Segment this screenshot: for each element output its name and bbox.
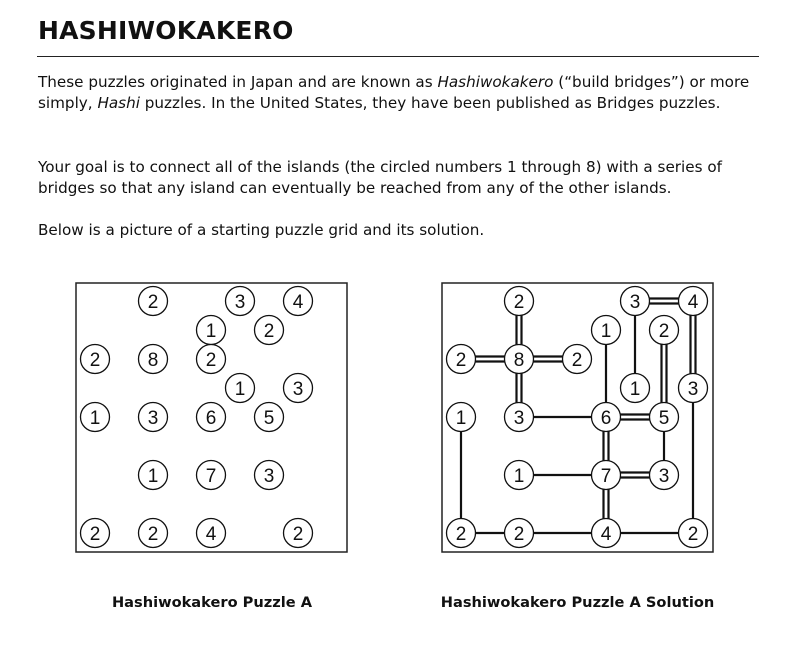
puzzle-a-island-number: 7 bbox=[205, 466, 217, 487]
puzzle-a-island-number: 2 bbox=[292, 524, 304, 545]
solution-island bbox=[592, 403, 621, 432]
solution-island-number: 2 bbox=[455, 524, 467, 545]
solution-island bbox=[621, 374, 650, 403]
puzzle-a-island bbox=[284, 287, 313, 316]
solution-island-number: 2 bbox=[658, 321, 670, 342]
solution-island-number: 2 bbox=[687, 524, 699, 545]
puzzle-a-island-number: 5 bbox=[263, 408, 275, 429]
puzzle-a-island bbox=[284, 519, 313, 548]
solution-island bbox=[621, 287, 650, 316]
puzzle-a-island bbox=[139, 461, 168, 490]
solution-island bbox=[679, 287, 708, 316]
solution-island-number: 1 bbox=[600, 321, 612, 342]
solution-island bbox=[650, 316, 679, 345]
hashi-term: Hashi bbox=[97, 94, 140, 112]
puzzle-a-island-number: 2 bbox=[89, 524, 101, 545]
solution-island bbox=[505, 287, 534, 316]
solution-island bbox=[592, 316, 621, 345]
puzzle-a-grid bbox=[76, 283, 347, 552]
puzzle-a-island bbox=[197, 316, 226, 345]
solution-island-number: 8 bbox=[513, 350, 525, 371]
puzzle-a-island bbox=[81, 403, 110, 432]
puzzle-a-island bbox=[81, 519, 110, 548]
puzzle-a-island bbox=[197, 345, 226, 374]
solution-island-number: 1 bbox=[513, 466, 525, 487]
solution-island bbox=[592, 519, 621, 548]
puzzle-a-island-number: 1 bbox=[147, 466, 159, 487]
solution-island-number: 5 bbox=[658, 408, 670, 429]
puzzle-a-caption: Hashiwokakero Puzzle A bbox=[111, 594, 313, 611]
solution-island-number: 2 bbox=[455, 350, 467, 371]
puzzle-a-island bbox=[139, 403, 168, 432]
origin-text-2: (“build bridges”) or more simply, bbox=[38, 73, 750, 112]
solution-island bbox=[650, 403, 679, 432]
puzzle-a-island bbox=[81, 345, 110, 374]
solution-island-number: 3 bbox=[687, 379, 699, 400]
intro-paragraph-goal: Your goal is to connect all of the islands (the circled numbers 1 through 8) with a series of bridges so that any island can eventually be reached from any of the other islands. bbox=[38, 158, 722, 197]
hashiwokakero-term: Hashiwokakero bbox=[437, 73, 554, 91]
puzzle-a-island bbox=[226, 374, 255, 403]
puzzle-a-island-number: 2 bbox=[89, 350, 101, 371]
puzzle-a-island bbox=[284, 374, 313, 403]
solution-island bbox=[447, 403, 476, 432]
puzzle-a-island bbox=[226, 287, 255, 316]
puzzle-a-island-number: 3 bbox=[234, 292, 246, 313]
solution-island-number: 3 bbox=[513, 408, 525, 429]
puzzle-a-island-number: 6 bbox=[205, 408, 217, 429]
puzzle-a-island bbox=[255, 403, 284, 432]
solution-island bbox=[447, 519, 476, 548]
puzzle-a-island bbox=[197, 403, 226, 432]
solution-island bbox=[447, 345, 476, 374]
puzzle-a-island-number: 1 bbox=[205, 321, 217, 342]
puzzle-a-island-number: 1 bbox=[234, 379, 246, 400]
puzzle-a-island bbox=[197, 461, 226, 490]
solution-island-number: 6 bbox=[600, 408, 612, 429]
puzzle-a-island-number: 2 bbox=[147, 524, 159, 545]
puzzle-a-island bbox=[197, 519, 226, 548]
solution-island bbox=[563, 345, 592, 374]
puzzle-a-island-number: 3 bbox=[292, 379, 304, 400]
page-title: HASHIWOKAKERO bbox=[38, 16, 294, 45]
solution-island-number: 2 bbox=[513, 524, 525, 545]
puzzle-a-island-number: 3 bbox=[147, 408, 159, 429]
solution-island-number: 1 bbox=[455, 408, 467, 429]
solution-island bbox=[505, 403, 534, 432]
solution-island bbox=[505, 345, 534, 374]
solution-island-number: 2 bbox=[571, 350, 583, 371]
solution-island bbox=[679, 519, 708, 548]
solution-island-number: 1 bbox=[629, 379, 641, 400]
puzzle-a-island bbox=[139, 345, 168, 374]
solution-grid bbox=[442, 283, 713, 552]
solution-island-number: 4 bbox=[600, 524, 612, 545]
puzzle-a-island-number: 3 bbox=[263, 466, 275, 487]
solution-island bbox=[505, 519, 534, 548]
solution-island bbox=[505, 461, 534, 490]
puzzle-a-island-number: 8 bbox=[147, 350, 159, 371]
solution-island bbox=[679, 374, 708, 403]
origin-text-1: These puzzles originated in Japan and are known as bbox=[38, 73, 438, 91]
puzzle-a-island bbox=[255, 461, 284, 490]
solution-island-number: 4 bbox=[687, 292, 699, 313]
puzzle-a-island-number: 2 bbox=[205, 350, 217, 371]
solution-island-number: 2 bbox=[513, 292, 525, 313]
solution-island bbox=[650, 461, 679, 490]
puzzle-a-island bbox=[139, 287, 168, 316]
puzzle-a-island-number: 2 bbox=[263, 321, 275, 342]
puzzle-a-island bbox=[139, 519, 168, 548]
puzzle-a-island-number: 4 bbox=[292, 292, 304, 313]
solution-island-number: 7 bbox=[600, 466, 612, 487]
puzzle-a-island-number: 4 bbox=[205, 524, 217, 545]
puzzle-a-island bbox=[255, 316, 284, 345]
puzzle-a-island-number: 2 bbox=[147, 292, 159, 313]
solution-island-number: 3 bbox=[658, 466, 670, 487]
puzzle-a-island-number: 1 bbox=[89, 408, 101, 429]
solution-caption: Hashiwokakero Puzzle A Solution bbox=[440, 594, 715, 611]
solution-island-number: 3 bbox=[629, 292, 641, 313]
solution-island bbox=[592, 461, 621, 490]
intro-paragraph-picture: Below is a picture of a starting puzzle grid and its solution. bbox=[38, 221, 485, 239]
origin-text-3: puzzles. In the United States, they have been published as Bridges puzzles. bbox=[139, 94, 721, 112]
